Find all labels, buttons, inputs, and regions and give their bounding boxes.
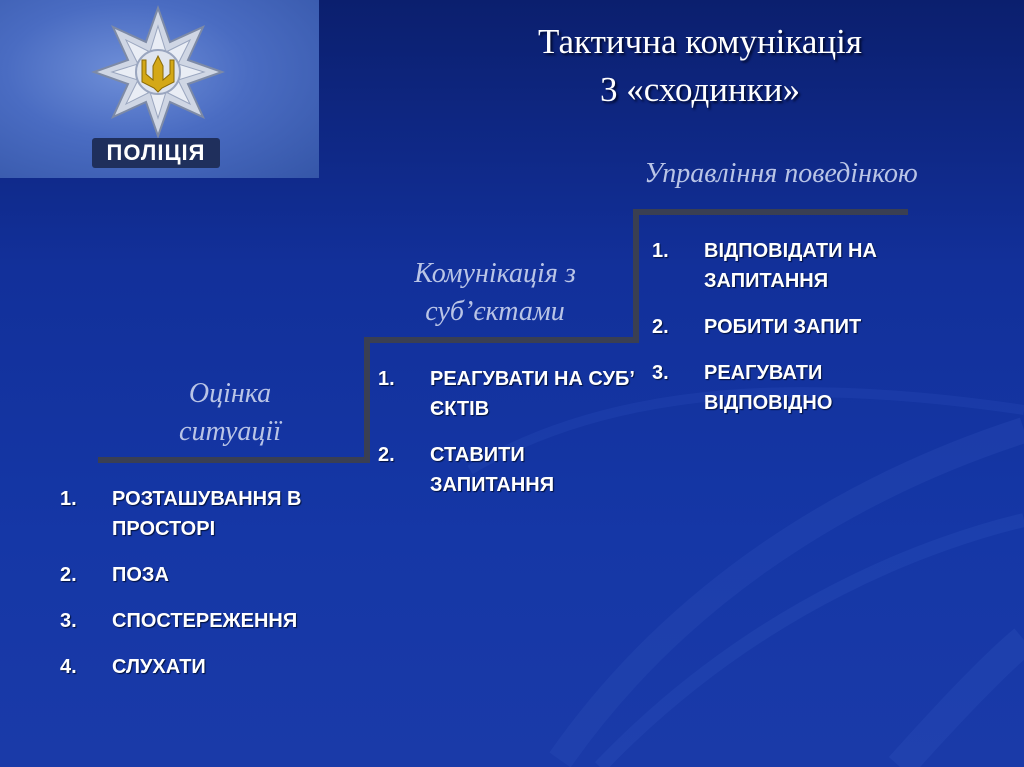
list-item: 4. СЛУХАТИ <box>60 656 206 678</box>
title-line-1: Тактична комунікація <box>538 22 862 61</box>
list-item: 3. РЕАГУВАТИ ВІДПОВІДНО <box>652 362 833 414</box>
list-item: 2. СТАВИТИ ЗАПИТАННЯ <box>378 444 555 496</box>
step-label-behavior-management: Управління поведінкою <box>644 158 918 189</box>
title-line-2: 3 «сходинки» <box>600 70 800 109</box>
step-list-communication <box>378 364 636 500</box>
list-item: 2. ПОЗА <box>60 564 169 586</box>
step-list-behavior-management <box>652 236 952 418</box>
list-item: 1. ВІДПОВІДАТИ НА ЗАПИТАННЯ <box>652 240 877 292</box>
step-label-communication: Комунікація з суб’єктами <box>414 258 576 327</box>
list-item: 1. РЕАГУВАТИ НА СУБ’ ЄКТІВ <box>378 368 634 420</box>
step-label-assessment: Оцінка ситуації <box>179 378 281 447</box>
list-item: 3. СПОСТЕРЕЖЕННЯ <box>60 610 298 632</box>
list-item: 2. РОБИТИ ЗАПИТ <box>652 316 862 338</box>
step-list-assessment <box>60 484 380 682</box>
list-item: 1. РОЗТАШУВАННЯ В ПРОСТОРІ <box>60 488 302 540</box>
police-logo-text: ПОЛІЦІЯ <box>106 140 206 165</box>
